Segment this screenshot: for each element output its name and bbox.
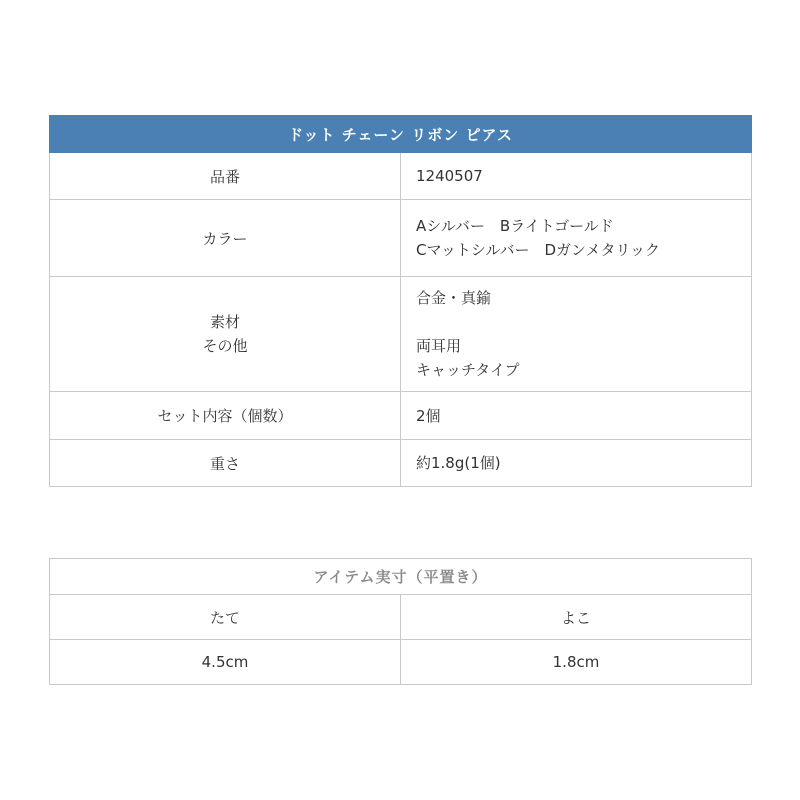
set-contents-value: 2個 xyxy=(401,392,752,440)
product-spec-table xyxy=(49,115,752,487)
item-size-table xyxy=(49,558,752,685)
product-number-label: 品番 xyxy=(50,153,401,200)
weight-label: 重さ xyxy=(50,440,401,487)
spec-table-title: ドット チェーン リボン ピアス xyxy=(50,116,752,153)
color-label: カラー xyxy=(50,200,401,277)
material-line-2: 両耳用 xyxy=(416,337,462,355)
material-label-line-2: その他 xyxy=(202,337,248,355)
size-table-title: アイテム実寸（平置き） xyxy=(50,559,752,595)
size-header-height: たて xyxy=(50,595,401,640)
material-label-line-1: 素材 xyxy=(209,313,240,331)
material-value xyxy=(401,277,752,392)
color-line-1: Aシルバー Bライトゴールド xyxy=(416,217,614,235)
material-line-1: 合金・真鍮 xyxy=(416,289,492,307)
color-value xyxy=(401,200,752,277)
weight-value: 約1.8g(1個) xyxy=(401,440,752,487)
material-line-3: キャッチタイプ xyxy=(416,361,520,379)
material-label xyxy=(50,277,401,392)
material-blank-line xyxy=(416,310,750,334)
set-contents-label: セット内容（個数） xyxy=(50,392,401,440)
size-value-width: 1.8cm xyxy=(401,640,752,685)
size-value-height: 4.5cm xyxy=(50,640,401,685)
size-header-width: よこ xyxy=(401,595,752,640)
color-line-2: Cマットシルバー Dガンメタリック xyxy=(416,241,660,259)
product-number-value: 1240507 xyxy=(401,153,752,200)
